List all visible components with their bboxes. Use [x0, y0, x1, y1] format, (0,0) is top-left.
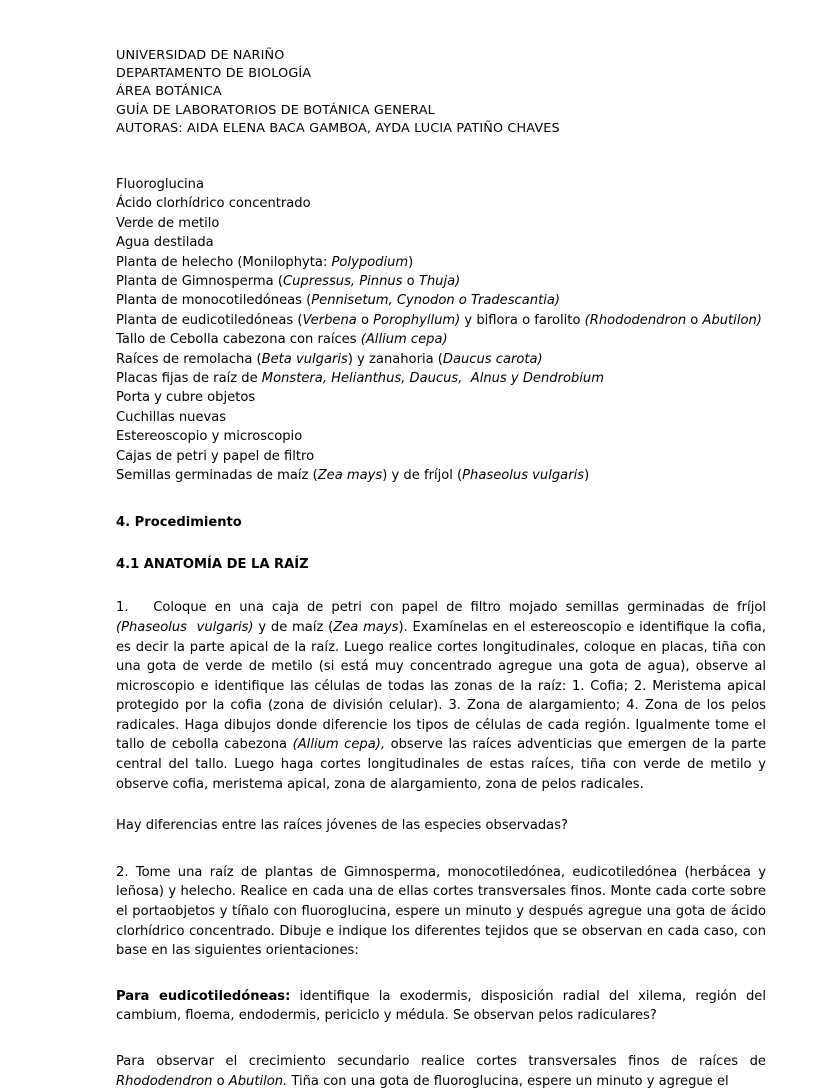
section-heading-procedimiento: 4. Procedimiento [116, 514, 242, 530]
list-item: Semillas germinadas de maíz (Zea mays) y de fríjol (Phaseolus vulgaris) [116, 468, 590, 484]
list-item: Fluoroglucina [116, 177, 204, 193]
list-item: Cuchillas nuevas [116, 409, 227, 425]
procedure-step-2: 2. Tome una raíz de plantas de Gimnosperma, monocotiledónea, eudicotiledónea (herbácea y leñosa) y helecho. Realice en cada una de ellas cortes transversales finos. Monte cada corte sobre el portaobjetos y tíñalo con fluoroglucina, espere un minuto y después agregue una gota de ácido clorhídrico concentrado. Dibuje e indique los diferentes tejidos que se observan en cada caso, con base en las siguientes orientaciones: [116, 864, 771, 959]
list-item: Tallo de Cebolla cabezona con raíces (Allium cepa) [116, 332, 448, 348]
list-item: Planta de eudicotiledóneas (Verbena o Porophyllum) y biflora o farolito (Rhododendron o Abutilon) [116, 312, 762, 328]
header-line-area: ÁREA BOTÁNICA [116, 84, 222, 100]
list-item: Agua destilada [116, 235, 214, 251]
procedure-crecimiento-secundario: Para observar el crecimiento secundario realice cortes transversales finos de raíces de Rhododendron o Abutilon. Tiña con una gota de fluoroglucina, espere un minuto y agregue el [116, 1054, 771, 1089]
header-line-university: UNIVERSIDAD DE NARIÑO [116, 48, 285, 63]
list-item: Verde de metilo [116, 215, 220, 231]
procedure-step-1: 1. Coloque en una caja de petri con papel de filtro mojado semillas germinadas de fríjol (Phaseolus vulgaris) y de maíz (Zea mays). Examínelas en el estereoscopio e identifique la cofia, es decir la parte apical de la raíz. Luego realice cortes longitudinales, coloque en placas, tiña con una gota de verde de metilo (si está muy concentrado agregue una gota de agua), observe al microscopio e identifique las células de todas las zonas de la raíz: 1. Cofia; 2. Meristema apical protegido por la cofia (zona de división celular). 3. Zona de alargamiento; 4. Zona de los pelos radicales. Haga dibujos donde diferencie los tipos de células de cada región. Igualmente tome el tallo de cebolla cabezona (Allium cepa), observe las raíces adventicias que emergen de la parte central del tallo. Luego haga cortes longitudinales de estas raíces, tiña con verde de metilo y observe cofia, meristema apical, zona de alargamiento, zona de pelos radicales. [116, 600, 771, 792]
step-number: 1. [116, 600, 129, 616]
procedure-question-1: Hay diferencias entre las raíces jóvenes de las especies observadas? [116, 818, 568, 834]
list-item: Estereoscopio y microscopio [116, 429, 303, 445]
eudico-label: Para eudicotiledóneas: [116, 988, 291, 1004]
document-content [116, 47, 771, 1091]
list-item: Porta y cubre objetos [116, 390, 256, 406]
list-item: Planta de Gimnosperma (Cupressus, Pinnus o Thuja) [116, 274, 461, 290]
list-item: Placas fijas de raíz de Monstera, Helianthus, Daucus, Alnus y Dendrobium [116, 371, 604, 387]
list-item: Cajas de petri y papel de filtro [116, 448, 315, 464]
header-line-authors: AUTORAS: AIDA ELENA BACA GAMBOA, AYDA LUCIA PATIÑO CHAVES [116, 120, 560, 136]
list-item: Raíces de remolacha (Beta vulgaris) y zanahoria (Daucus carota) [116, 351, 543, 367]
materials-list [116, 175, 766, 486]
procedure-eudicotiledoneas [116, 987, 771, 1026]
list-item: Ácido clorhídrico concentrado [116, 196, 311, 212]
header-line-department: DEPARTAMENTO DE BIOLOGÍA [116, 66, 312, 82]
institution-header [116, 47, 766, 138]
section-heading-anatomia-raiz: 4.1 ANATOMÍA DE LA RAÍZ [116, 556, 309, 572]
list-item: Planta de monocotiledóneas (Pennisetum, Cynodon o Tradescantia) [116, 293, 560, 309]
header-line-guide: GUÍA DE LABORATORIOS DE BOTÁNICA GENERAL [116, 102, 435, 118]
list-item: Planta de helecho (Monilophyta: Polypodium) [116, 254, 414, 270]
eudico-text: identifique la exodermis, disposición radial del xilema, región del cambium, floema, endodermis, periciclo y médula. Se observan pelos radiculares? [116, 988, 771, 1024]
